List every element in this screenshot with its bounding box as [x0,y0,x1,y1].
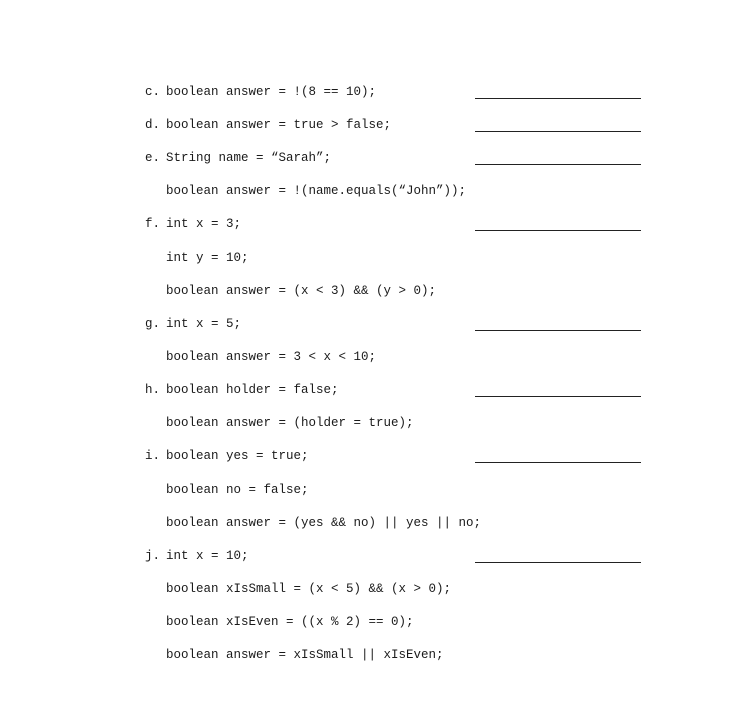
item-h-answer-blank[interactable] [475,396,641,397]
item-j-label: j. [145,549,161,563]
item-j-line-4: boolean answer = xIsSmall || xIsEven; [166,648,444,662]
item-f-line-1: int x = 3; [166,217,242,231]
item-j-line-3: boolean xIsEven = ((x % 2) == 0); [166,615,414,629]
item-h-label: h. [145,383,161,397]
item-e-line-2: boolean answer = !(name.equals(“John”)); [166,184,467,198]
item-j-line-1: int x = 10; [166,549,249,563]
item-d-label: d. [145,118,161,132]
item-c-line-1: boolean answer = !(8 == 10); [166,85,377,99]
item-c-answer-blank[interactable] [475,98,641,99]
item-j-answer-blank[interactable] [475,562,641,563]
item-f-answer-blank[interactable] [475,230,641,231]
item-g-label: g. [145,317,161,331]
item-c-label: c. [145,85,161,99]
item-i-line-1: boolean yes = true; [166,449,309,463]
item-h-line-2: boolean answer = (holder = true); [166,416,414,430]
item-f-line-2: int y = 10; [166,251,249,265]
item-d-answer-blank[interactable] [475,131,641,132]
item-g-answer-blank[interactable] [475,330,641,331]
item-e-label: e. [145,151,161,165]
item-f-label: f. [145,217,161,231]
item-e-answer-blank[interactable] [475,164,641,165]
item-g-line-1: int x = 5; [166,317,242,331]
item-f-line-3: boolean answer = (x < 3) && (y > 0); [166,284,437,298]
item-h-line-1: boolean holder = false; [166,383,339,397]
item-e-line-1: String name = “Sarah”; [166,151,332,165]
item-i-answer-blank[interactable] [475,462,641,463]
item-i-line-2: boolean no = false; [166,483,309,497]
item-j-line-2: boolean xIsSmall = (x < 5) && (x > 0); [166,582,452,596]
item-g-line-2: boolean answer = 3 < x < 10; [166,350,377,364]
item-d-line-1: boolean answer = true > false; [166,118,392,132]
item-i-line-3: boolean answer = (yes && no) || yes || no; [166,516,482,530]
item-i-label: i. [145,449,161,463]
